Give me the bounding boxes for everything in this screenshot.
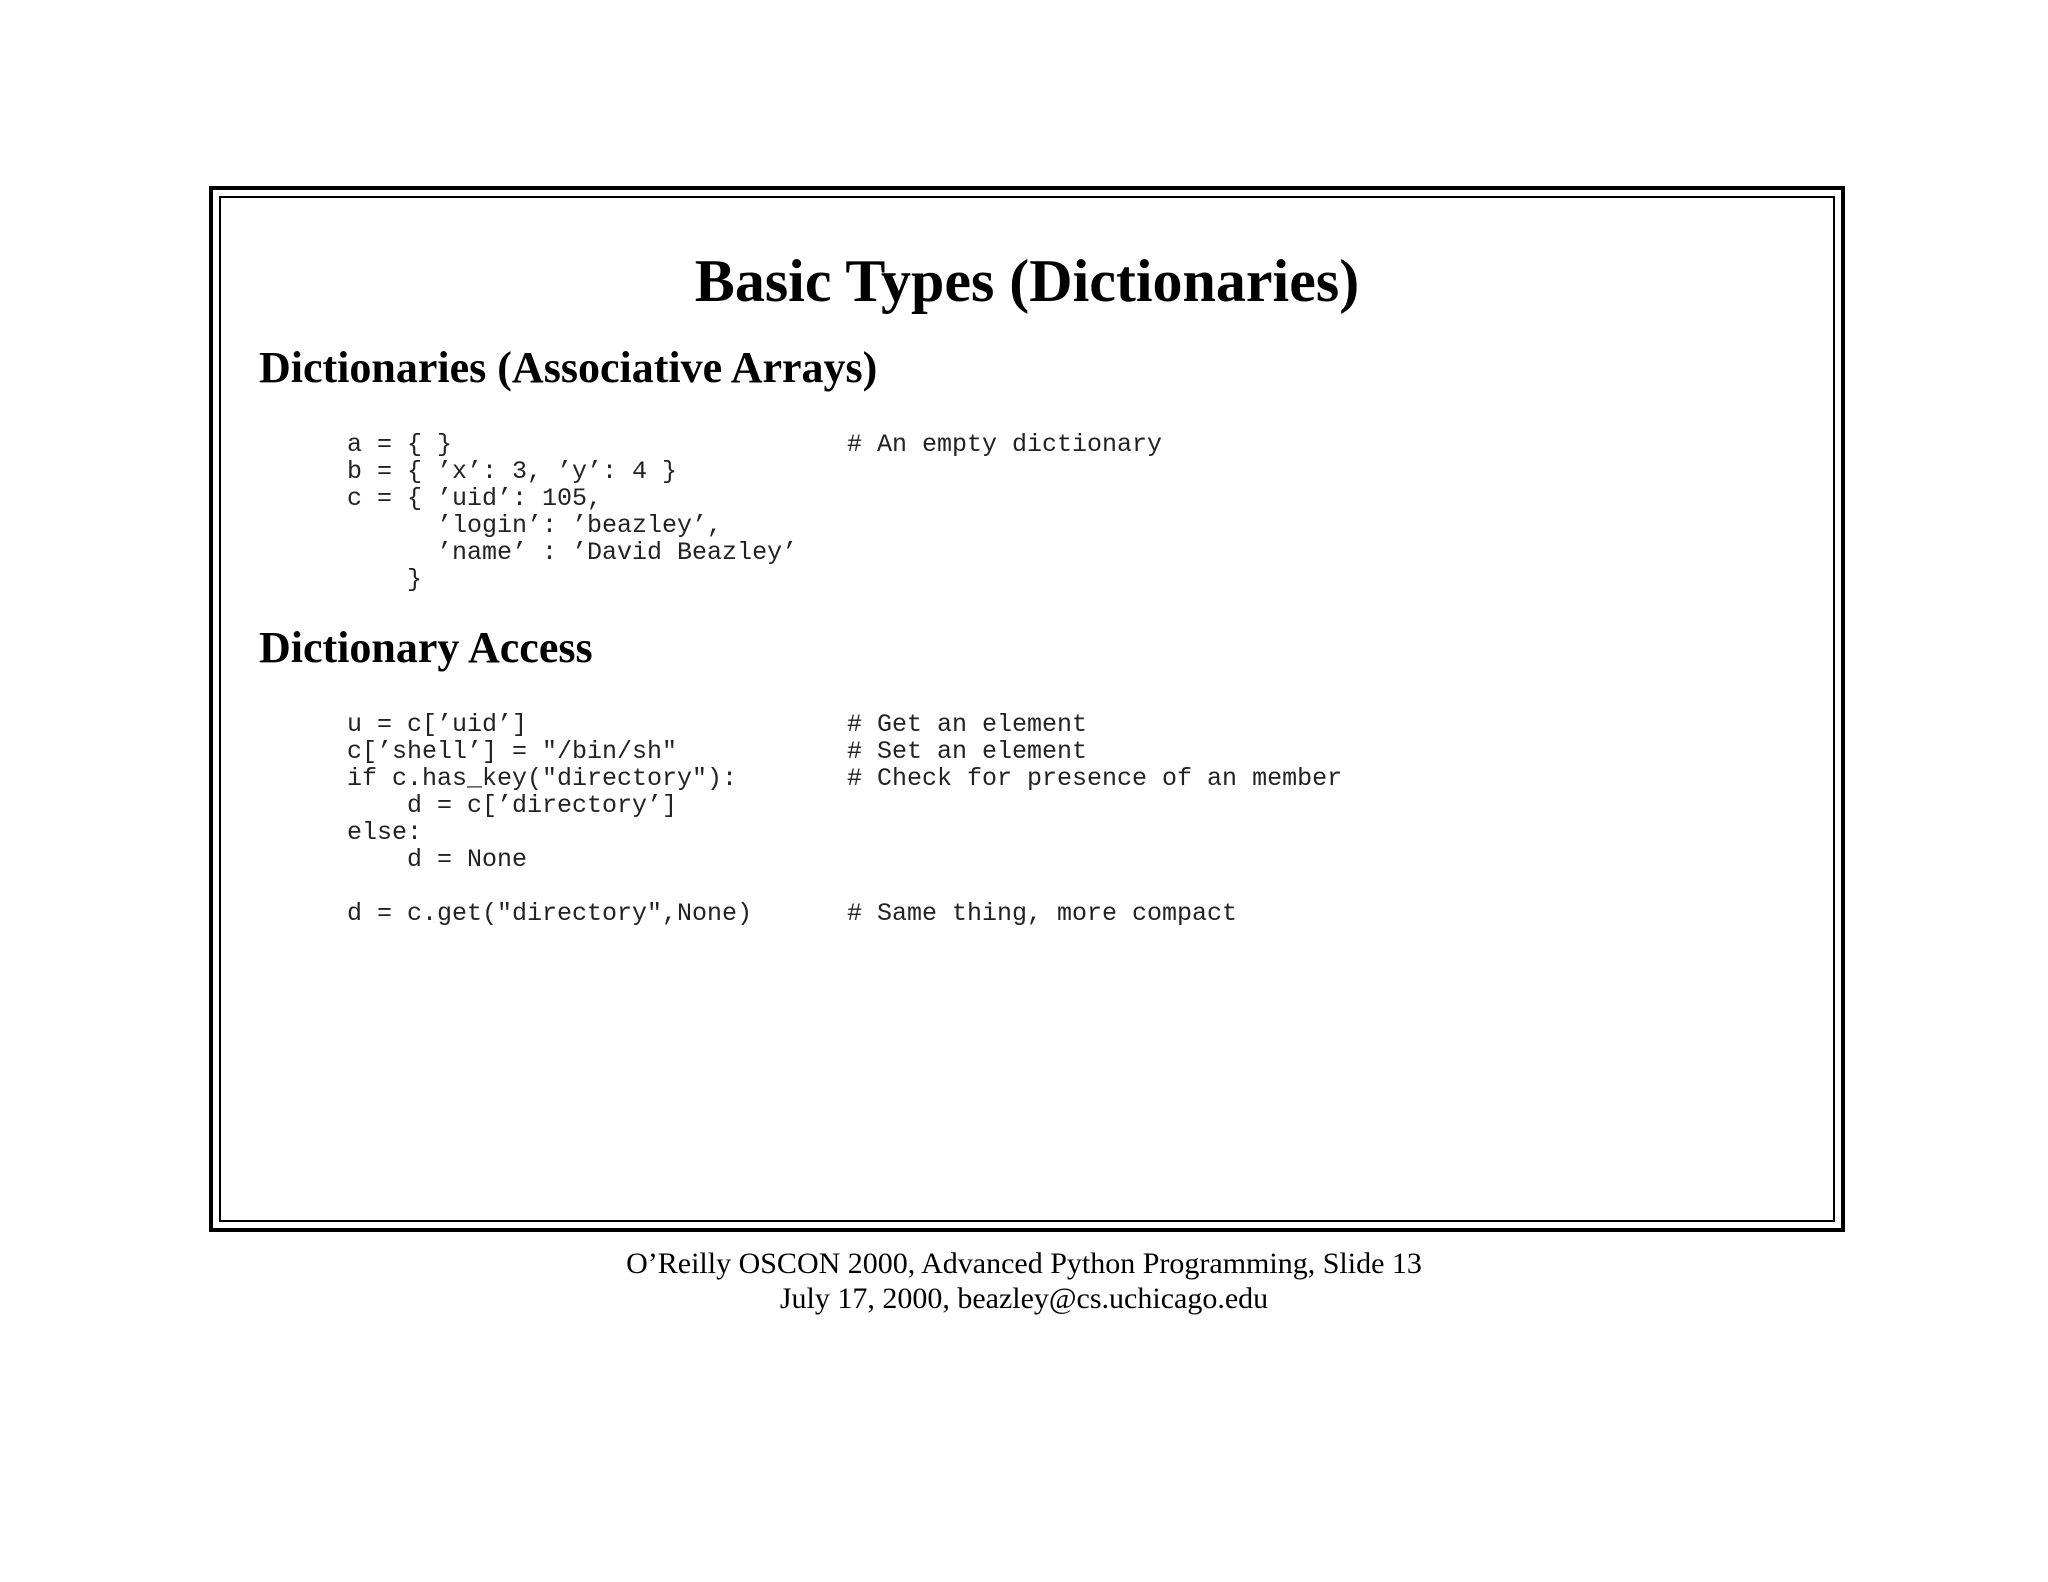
code-text: else:: [347, 818, 423, 847]
section-heading-dictionaries: Dictionaries (Associative Arrays): [259, 343, 878, 392]
code-line: [347, 873, 1547, 900]
section-heading-dictionary-access: Dictionary Access: [259, 623, 593, 672]
code-line: [347, 900, 1547, 927]
code-block-dictionaries: [347, 431, 1547, 593]
code-line: [347, 711, 1547, 738]
code-line: [347, 792, 1547, 819]
code-line: [347, 458, 1547, 485]
code-text: d = c[’directory’]: [347, 791, 678, 820]
code-text: }: [347, 565, 423, 594]
code-text: d = c.get("directory",None): [347, 899, 753, 928]
footer-slide-info: O’Reilly OSCON 2000, Advanced Python Programming, Slide 13: [626, 1247, 1422, 1280]
code-text: b = { ’x’: 3, ’y’: 4 }: [347, 457, 678, 486]
code-text: if c.has_key("directory"):: [347, 764, 738, 793]
footer-date-contact: July 17, 2000, beazley@cs.uchicago.edu: [779, 1282, 1269, 1315]
code-text: ’name’ : ’David Beazley’: [347, 538, 798, 567]
code-text: u = c[’uid’]: [347, 710, 528, 739]
code-line: [347, 846, 1547, 873]
slide-title: Basic Types (Dictionaries): [694, 248, 1360, 314]
code-text: d = None: [347, 845, 528, 874]
code-text: ’login’: ’beazley’,: [347, 511, 723, 540]
code-line: [347, 566, 1547, 593]
code-text: a = { }: [347, 430, 453, 459]
slide-frame: [209, 186, 1845, 1232]
code-comment: # Check for presence of an member: [847, 764, 1343, 793]
code-comment: # Set an element: [847, 737, 1088, 766]
code-line: [347, 431, 1547, 458]
code-line: [347, 512, 1547, 539]
slide-inner-border: [219, 196, 1835, 1222]
code-comment: # Same thing, more compact: [847, 899, 1238, 928]
code-line: [347, 485, 1547, 512]
code-line: [347, 738, 1547, 765]
code-line: [347, 539, 1547, 566]
code-comment: # An empty dictionary: [847, 430, 1163, 459]
code-line: [347, 765, 1547, 792]
code-text: c[’shell’] = "/bin/sh": [347, 737, 678, 766]
code-line: [347, 819, 1547, 846]
code-block-dictionary-access: [347, 711, 1547, 927]
code-text: c = { ’uid’: 105,: [347, 484, 603, 513]
code-comment: # Get an element: [847, 710, 1088, 739]
